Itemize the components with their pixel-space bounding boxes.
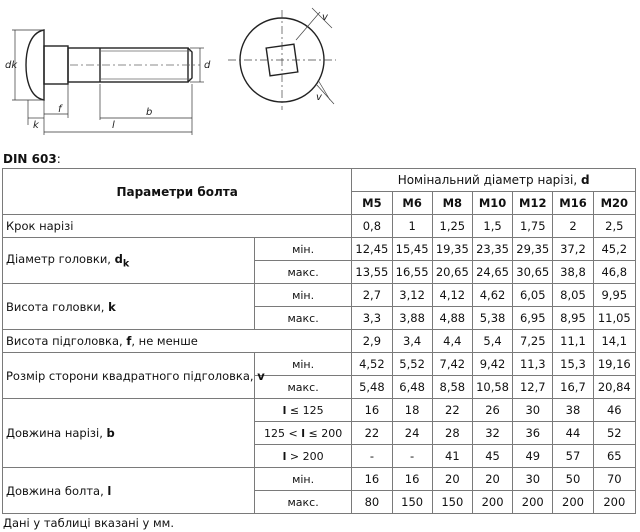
min-label: мін. — [254, 238, 351, 261]
value-cell: 1,5 — [472, 215, 512, 238]
value-cell: 23,35 — [472, 238, 512, 261]
dk-label: dk — [5, 60, 18, 71]
value-cell: 30,65 — [513, 261, 553, 284]
value-cell: 49 — [513, 445, 553, 468]
value-cell: 45,2 — [593, 238, 635, 261]
thread-cond-1: l ≤ 125 — [254, 399, 351, 422]
value-cell: 1,75 — [513, 215, 553, 238]
min-label: мін. — [254, 353, 351, 376]
value-cell: 52 — [593, 422, 635, 445]
value-cell: 16,55 — [392, 261, 432, 284]
head-dia-label: Діаметр головки, $d_k$ — [3, 238, 255, 284]
row-pitch — [3, 215, 636, 238]
value-cell: 16 — [352, 399, 392, 422]
value-cell: 30 — [513, 399, 553, 422]
square-label: Розмір сторони квадратного підголовка, v — [3, 353, 255, 399]
value-cell: 6,95 — [513, 307, 553, 330]
value-cell: 15,45 — [392, 238, 432, 261]
size-header-cell: M5 — [352, 192, 392, 215]
value-cell: 28 — [432, 422, 472, 445]
value-cell: 46,8 — [593, 261, 635, 284]
max-label: макс. — [254, 491, 351, 514]
bolt-drawing — [0, 0, 640, 150]
value-cell: 45 — [472, 445, 512, 468]
min-label: мін. — [254, 284, 351, 307]
value-cell: 9,42 — [472, 353, 512, 376]
value-cell: 2,9 — [352, 330, 392, 353]
value-cell: 36 — [513, 422, 553, 445]
row-head-height-min — [3, 284, 636, 307]
value-cell: 38 — [553, 399, 593, 422]
size-header-cell: M8 — [432, 192, 472, 215]
value-cell: - — [392, 445, 432, 468]
value-cell: 14,1 — [593, 330, 635, 353]
row-square-min — [3, 353, 636, 376]
size-header-cell: M12 — [513, 192, 553, 215]
value-cell: 6,05 — [513, 284, 553, 307]
value-cell: 20 — [472, 468, 512, 491]
value-cell: 5,4 — [472, 330, 512, 353]
value-cell: 1 — [392, 215, 432, 238]
value-cell: 3,3 — [352, 307, 392, 330]
standard-name: DIN 603 — [3, 152, 57, 166]
value-cell: 200 — [553, 491, 593, 514]
value-cell: 29,35 — [513, 238, 553, 261]
value-cell: 9,95 — [593, 284, 635, 307]
b-label: b — [146, 107, 153, 118]
value-cell: 200 — [513, 491, 553, 514]
value-cell: 12,7 — [513, 376, 553, 399]
value-cell: 7,25 — [513, 330, 553, 353]
value-cell: 0,8 — [352, 215, 392, 238]
value-cell: 15,3 — [553, 353, 593, 376]
value-cell: 200 — [472, 491, 512, 514]
value-cell: 1,25 — [432, 215, 472, 238]
bolt-length-label: Довжина болта, l — [3, 468, 255, 514]
value-cell: 3,12 — [392, 284, 432, 307]
value-cell: 18 — [392, 399, 432, 422]
value-cell: 80 — [352, 491, 392, 514]
value-cell: 5,48 — [352, 376, 392, 399]
value-cell: 2 — [553, 215, 593, 238]
value-cell: 20,84 — [593, 376, 635, 399]
value-cell: 50 — [553, 468, 593, 491]
value-cell: 11,1 — [553, 330, 593, 353]
value-cell: 7,42 — [432, 353, 472, 376]
value-cell: 70 — [593, 468, 635, 491]
value-cell: 30 — [513, 468, 553, 491]
thread-length-label: Довжина нарізі, b — [3, 399, 255, 468]
value-cell: 37,2 — [553, 238, 593, 261]
value-cell: 3,88 — [392, 307, 432, 330]
thread-cond-2: 125 < l ≤ 200 — [254, 422, 351, 445]
standard-caption: DIN 603: — [3, 152, 61, 166]
bolt-head — [26, 30, 44, 100]
value-cell: 26 — [472, 399, 512, 422]
value-cell: 2,7 — [352, 284, 392, 307]
value-cell: 32 — [472, 422, 512, 445]
value-cell: 8,58 — [432, 376, 472, 399]
value-cell: 8,95 — [553, 307, 593, 330]
value-cell: 8,05 — [553, 284, 593, 307]
value-cell: 4,62 — [472, 284, 512, 307]
value-cell: 20 — [432, 468, 472, 491]
v-label-bottom: v — [316, 92, 322, 103]
value-cell: 19,16 — [593, 353, 635, 376]
value-cell: 57 — [553, 445, 593, 468]
min-label: мін. — [254, 468, 351, 491]
value-cell: 16 — [392, 468, 432, 491]
header-row-1 — [3, 169, 636, 192]
value-cell: 2,5 — [593, 215, 635, 238]
f-label: f — [58, 104, 62, 115]
d-label: d — [204, 60, 211, 71]
value-cell: 46 — [593, 399, 635, 422]
row-head-dia-min — [3, 238, 636, 261]
max-label: макс. — [254, 307, 351, 330]
value-cell: 22 — [432, 399, 472, 422]
size-header-cell: M10 — [472, 192, 512, 215]
value-cell: 4,52 — [352, 353, 392, 376]
value-cell: 6,48 — [392, 376, 432, 399]
size-header-cell: M20 — [593, 192, 635, 215]
params-header: Параметри болта — [3, 169, 352, 215]
value-cell: 5,38 — [472, 307, 512, 330]
value-cell: 13,55 — [352, 261, 392, 284]
bolt-parameters-table — [2, 168, 636, 514]
value-cell: 11,05 — [593, 307, 635, 330]
value-cell: - — [352, 445, 392, 468]
k-label: k — [33, 120, 39, 131]
pitch-label: Крок нарізі — [3, 215, 352, 238]
value-cell: 4,88 — [432, 307, 472, 330]
max-label: макс. — [254, 261, 351, 284]
value-cell: 150 — [392, 491, 432, 514]
diameter-header: Номінальний діаметр нарізі, d — [352, 169, 636, 192]
value-cell: 16 — [352, 468, 392, 491]
value-cell: 3,4 — [392, 330, 432, 353]
value-cell: 150 — [432, 491, 472, 514]
head-height-label: Висота головки, k — [3, 284, 255, 330]
neck-height-label: Висота підголовка, f, не менше — [3, 330, 352, 353]
value-cell: 10,58 — [472, 376, 512, 399]
value-cell: 200 — [593, 491, 635, 514]
thread-cond-3: l > 200 — [254, 445, 351, 468]
value-cell: 19,35 — [432, 238, 472, 261]
value-cell: 65 — [593, 445, 635, 468]
value-cell: 20,65 — [432, 261, 472, 284]
v-label-top: v — [322, 12, 328, 23]
value-cell: 24,65 — [472, 261, 512, 284]
value-cell: 22 — [352, 422, 392, 445]
value-cell: 41 — [432, 445, 472, 468]
row-thread-len-1 — [3, 399, 636, 422]
size-header-cell: M6 — [392, 192, 432, 215]
value-cell: 38,8 — [553, 261, 593, 284]
units-footnote: Дані у таблиці вказані у мм. — [3, 516, 174, 530]
max-label: макс. — [254, 376, 351, 399]
value-cell: 44 — [553, 422, 593, 445]
value-cell: 5,52 — [392, 353, 432, 376]
l-label: l — [112, 120, 115, 131]
value-cell: 24 — [392, 422, 432, 445]
size-header-cell: M16 — [553, 192, 593, 215]
value-cell: 4,12 — [432, 284, 472, 307]
value-cell: 11,3 — [513, 353, 553, 376]
value-cell: 4,4 — [432, 330, 472, 353]
value-cell: 12,45 — [352, 238, 392, 261]
row-neck-height — [3, 330, 636, 353]
row-bolt-len-min — [3, 468, 636, 491]
value-cell: 16,7 — [553, 376, 593, 399]
